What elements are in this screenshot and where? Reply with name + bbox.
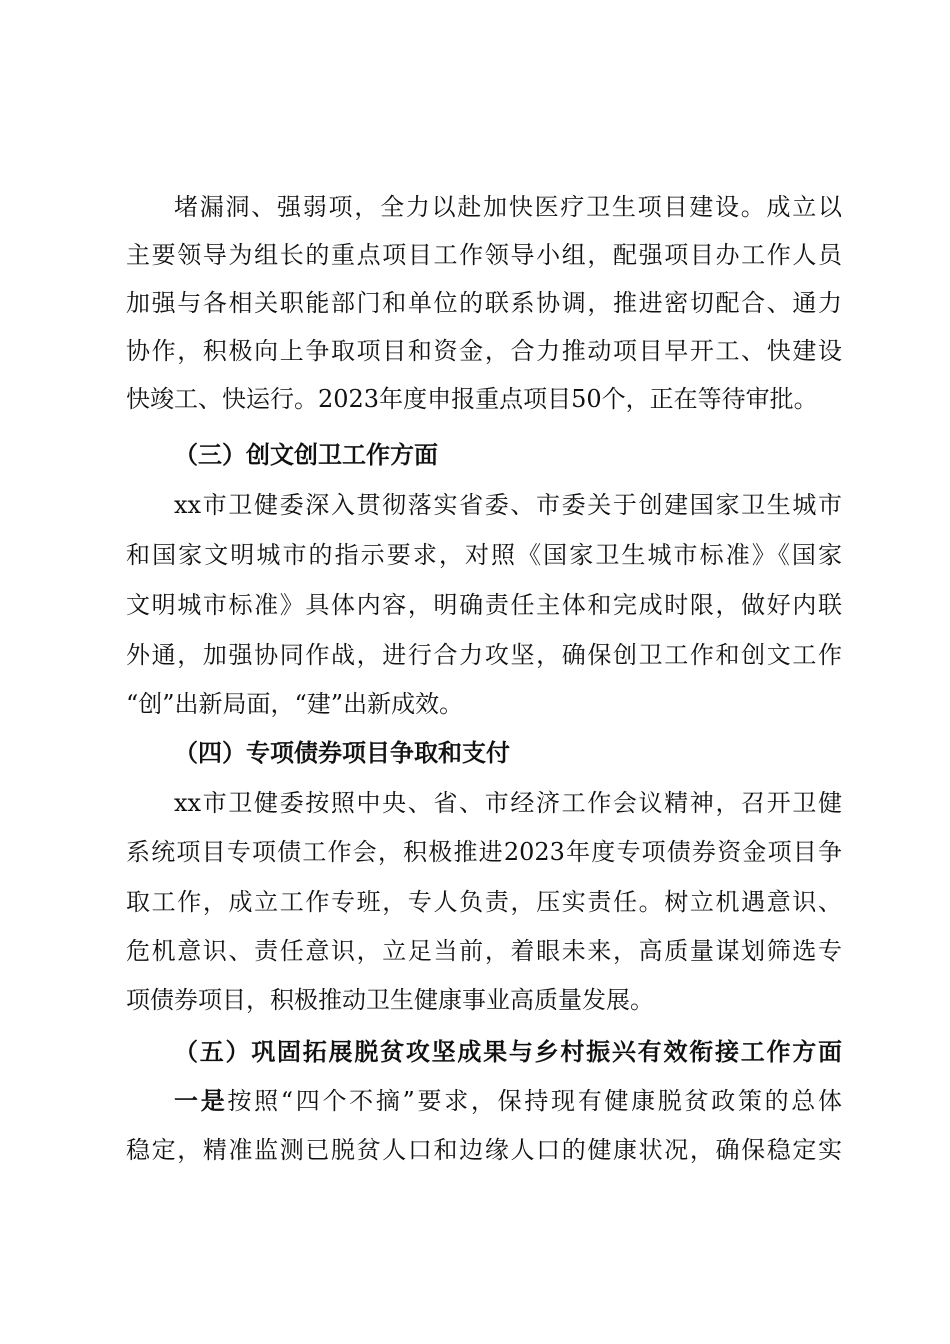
paragraph-line: 项债券项目，积极推动卫生健康事业高质量发展。: [126, 986, 654, 1014]
paragraph-line: 取工作，成立工作专班，专人负责，压实责任。树立机遇意识、: [126, 888, 842, 916]
paragraph-line: 外通，加强协同作战，进行合力攻坚，确保创卫工作和创文工作: [126, 641, 842, 669]
paragraph-line: xx市卫健委按照中央、省、市经济工作会议精神，召开卫健: [174, 789, 842, 817]
paragraph-line: 系统项目专项债工作会，积极推进2023年度专项债券资金项目争: [126, 838, 842, 866]
paragraph-line: 稳定，精准监测已脱贫人口和边缘人口的健康状况，确保稳定实: [126, 1136, 842, 1164]
paragraph-line: 快竣工、快运行。2023年度申报重点项目50个，正在等待审批。: [126, 385, 818, 413]
section-heading: （三）创文创卫工作方面: [174, 440, 438, 469]
paragraph-line: “创”出新局面，“建”出新成效。: [126, 690, 464, 718]
paragraph-line: xx市卫健委深入贯彻落实省委、市委关于创建国家卫生城市: [174, 491, 842, 519]
paragraph-line: [174, 1081, 842, 1121]
paragraph-line: 文明城市标准》具体内容，明确责任主体和完成时限，做好内联: [126, 591, 842, 619]
section-heading: （四）专项债券项目争取和支付: [174, 738, 510, 767]
paragraph-line: 主要领导为组长的重点项目工作领导小组，配强项目办工作人员: [126, 241, 842, 269]
paragraph-line: 协作，积极向上争取项目和资金，合力推动项目早开工、快建设: [126, 337, 842, 365]
paragraph-line: 加强与各相关职能部门和单位的联系协调，推进密切配合、通力: [126, 289, 842, 317]
paragraph-line: 堵漏洞、强弱项，全力以赴加快医疗卫生项目建设。成立以: [174, 193, 842, 221]
paragraph-text: 按照“四个不摘”要求，保持现有健康脱贫政策的总体: [227, 1087, 843, 1115]
lead-phrase: 一是: [174, 1086, 228, 1115]
paragraph-line: 危机意识、责任意识，立足当前，着眼未来，高质量谋划筛选专: [126, 937, 842, 965]
paragraph-line: 和国家文明城市的指示要求，对照《国家卫生城市标准》《国家: [126, 541, 842, 569]
section-heading: （五）巩固拓展脱贫攻坚成果与乡村振兴有效衔接工作方面: [174, 1037, 842, 1066]
